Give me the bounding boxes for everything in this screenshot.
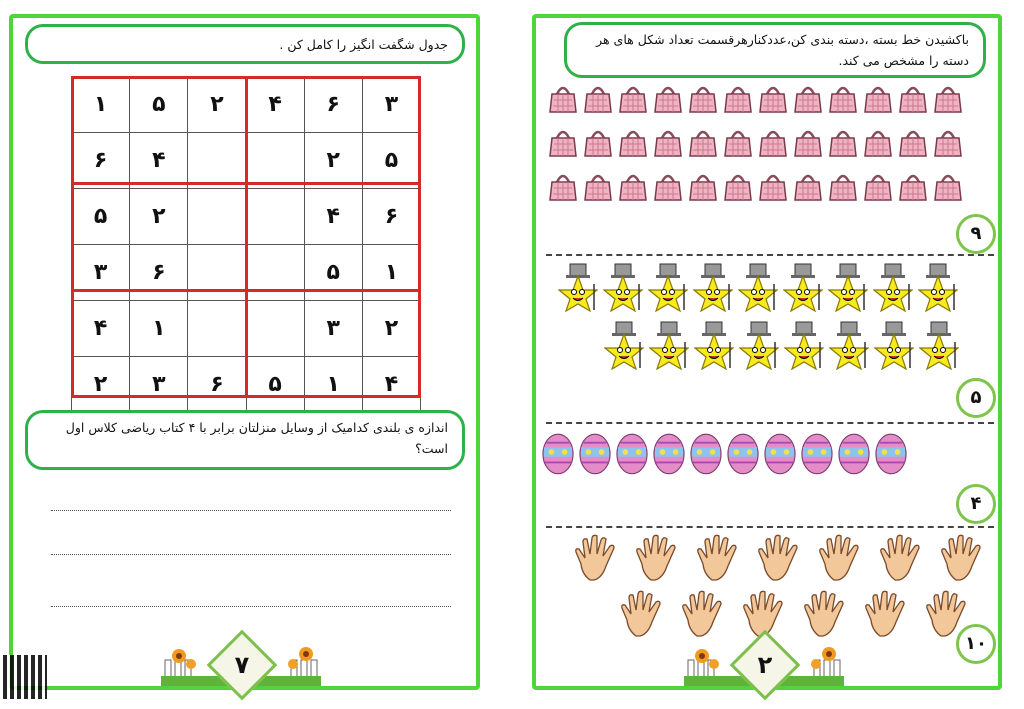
icon-row — [548, 170, 963, 206]
handbag-icon[interactable] — [898, 170, 928, 206]
grid-block-divider-horizontal — [71, 289, 421, 292]
grid-cell: ۳ — [72, 245, 130, 301]
handbag-icon[interactable] — [653, 126, 683, 162]
grid-cell: ۵ — [304, 245, 362, 301]
handbag-icon[interactable] — [723, 126, 753, 162]
hand-icon[interactable] — [862, 590, 918, 644]
count-circle: ۴ — [956, 484, 996, 524]
handbag-icon[interactable] — [828, 82, 858, 118]
instruction-bubble — [564, 22, 986, 78]
grid-cell-empty[interactable] — [246, 189, 304, 245]
grid-cell: ۶ — [362, 189, 420, 245]
handbag-icon[interactable] — [863, 170, 893, 206]
star-with-hat-icon[interactable] — [784, 320, 824, 374]
easter-egg-icon[interactable] — [875, 430, 907, 480]
handbag-icon[interactable] — [618, 126, 648, 162]
grid-cell: ۴ — [72, 301, 130, 357]
egg-section — [542, 430, 992, 490]
icon-row — [548, 126, 963, 162]
hand-icon[interactable] — [801, 590, 857, 644]
handbag-icon[interactable] — [793, 126, 823, 162]
grid-block-divider-horizontal — [71, 182, 421, 185]
handbag-icon[interactable] — [723, 82, 753, 118]
grid-cell: ۶ — [130, 245, 188, 301]
grid-cell: ۲ — [72, 357, 130, 413]
handbag-icon[interactable] — [828, 126, 858, 162]
grid-cell: ۶ — [304, 77, 362, 133]
grid-cell: ۱ — [72, 77, 130, 133]
handbag-icon[interactable] — [758, 170, 788, 206]
handbag-icon[interactable] — [758, 82, 788, 118]
grid-cell: ۲ — [188, 77, 246, 133]
star-with-hat-icon[interactable] — [739, 320, 779, 374]
grid-cell: ۵ — [130, 77, 188, 133]
grid-cell-empty[interactable] — [188, 245, 246, 301]
handbag-icon[interactable] — [688, 126, 718, 162]
handbag-icon[interactable] — [793, 170, 823, 206]
star-with-hat-icon[interactable] — [649, 320, 689, 374]
hand-section — [542, 534, 992, 644]
count-circle: ۹ — [956, 214, 996, 254]
easter-egg-icon[interactable] — [542, 430, 574, 480]
star-with-hat-icon[interactable] — [694, 320, 734, 374]
handbag-icon[interactable] — [548, 82, 578, 118]
star-with-hat-icon[interactable] — [828, 262, 868, 316]
grid-cell: ۵ — [246, 357, 304, 413]
grid-cell: ۱ — [304, 357, 362, 413]
star-with-hat-icon[interactable] — [918, 262, 958, 316]
handbag-icon[interactable] — [758, 126, 788, 162]
handbag-icon[interactable] — [898, 126, 928, 162]
handbag-icon[interactable] — [723, 170, 753, 206]
star-with-hat-icon[interactable] — [873, 262, 913, 316]
handbag-icon[interactable] — [933, 170, 963, 206]
hand-icon[interactable] — [694, 534, 750, 588]
answer-line[interactable] — [51, 554, 451, 555]
answer-line[interactable] — [51, 606, 451, 607]
grid-cell: ۴ — [304, 189, 362, 245]
count-circle: ۱۰ — [956, 624, 996, 664]
easter-egg-icon[interactable] — [616, 430, 648, 480]
page-number: ۲ — [757, 651, 773, 679]
star-with-hat-icon[interactable] — [693, 262, 733, 316]
question-bubble — [25, 410, 465, 470]
star-with-hat-icon[interactable] — [558, 262, 598, 316]
handbag-section — [548, 82, 998, 252]
question-text: اندازه ی بلندی کدامیک از وسایل منزلتان برابر با ۴ کتاب ریاضی کلاس اول است؟ — [65, 420, 448, 456]
handbag-icon[interactable] — [863, 82, 893, 118]
page-title: جدول شگفت انگیز را کامل کن . — [279, 37, 448, 52]
star-with-hat-icon[interactable] — [604, 320, 644, 374]
hand-icon[interactable] — [816, 534, 872, 588]
handbag-icon[interactable] — [653, 170, 683, 206]
grid-cell-empty[interactable] — [188, 189, 246, 245]
hand-icon[interactable] — [618, 590, 674, 644]
icon-row — [542, 430, 907, 480]
handbag-icon[interactable] — [618, 170, 648, 206]
hand-icon[interactable] — [755, 534, 811, 588]
handbag-icon[interactable] — [688, 82, 718, 118]
easter-egg-icon[interactable] — [838, 430, 870, 480]
hand-icon[interactable] — [572, 534, 628, 588]
easter-egg-icon[interactable] — [690, 430, 722, 480]
handbag-icon[interactable] — [863, 126, 893, 162]
title-bubble — [25, 24, 465, 64]
grid-cell: ۶ — [72, 133, 130, 189]
grid-cell-empty[interactable] — [188, 133, 246, 189]
grid-cell: ۴ — [362, 357, 420, 413]
easter-egg-icon[interactable] — [764, 430, 796, 480]
handbag-icon[interactable] — [898, 82, 928, 118]
handbag-icon[interactable] — [828, 170, 858, 206]
grid-cell: ۲ — [362, 301, 420, 357]
grid-cell-empty[interactable] — [246, 301, 304, 357]
grid-cell: ۳ — [304, 301, 362, 357]
star-with-hat-icon[interactable] — [648, 262, 688, 316]
handbag-icon[interactable] — [548, 126, 578, 162]
handbag-icon[interactable] — [793, 82, 823, 118]
hand-icon[interactable] — [679, 590, 735, 644]
icon-row — [558, 262, 958, 316]
icon-row — [618, 590, 979, 644]
star-with-hat-icon[interactable] — [783, 262, 823, 316]
star-with-hat-icon[interactable] — [919, 320, 959, 374]
easter-egg-icon[interactable] — [653, 430, 685, 480]
grid-cell-empty[interactable] — [246, 245, 304, 301]
left-worksheet-page — [9, 14, 480, 690]
easter-egg-icon[interactable] — [579, 430, 611, 480]
page-number: ۷ — [234, 651, 250, 679]
handbag-icon[interactable] — [688, 170, 718, 206]
star-with-hat-icon[interactable] — [874, 320, 914, 374]
grid-cell: ۶ — [188, 357, 246, 413]
grid-cell: ۴ — [246, 77, 304, 133]
grid-cell: ۵ — [362, 133, 420, 189]
grid-cell: ۲ — [130, 189, 188, 245]
grid-cell: ۳ — [362, 77, 420, 133]
instruction-text: باکشیدن خط بسته ،دسته بندی کن،عددکنارهرقسمت تعداد شکل های هر دسته را مشخص می کند. — [596, 32, 969, 68]
count-circle: ۵ — [956, 378, 996, 418]
grid-cell: ۳ — [130, 357, 188, 413]
grid-cell: ۱ — [362, 245, 420, 301]
handbag-icon[interactable] — [933, 126, 963, 162]
easter-egg-icon[interactable] — [801, 430, 833, 480]
star-with-hat-icon[interactable] — [829, 320, 869, 374]
grid-cell: ۲ — [304, 133, 362, 189]
right-worksheet-page — [532, 14, 1002, 690]
grid-cell-empty[interactable] — [246, 133, 304, 189]
handbag-icon[interactable] — [653, 82, 683, 118]
handbag-icon[interactable] — [583, 126, 613, 162]
star-with-hat-icon[interactable] — [738, 262, 778, 316]
grid-cell-empty[interactable] — [188, 301, 246, 357]
grid-cell: ۴ — [130, 133, 188, 189]
handbag-icon[interactable] — [548, 170, 578, 206]
star-section — [548, 262, 998, 382]
grid-cell: ۵ — [72, 189, 130, 245]
qr-code-icon[interactable] — [3, 655, 47, 699]
icon-row — [572, 534, 994, 588]
section-separator — [546, 526, 994, 528]
grid-cell: ۱ — [130, 301, 188, 357]
section-separator — [546, 254, 994, 256]
star-with-hat-icon[interactable] — [603, 262, 643, 316]
handbag-icon[interactable] — [583, 170, 613, 206]
handbag-icon[interactable] — [618, 82, 648, 118]
easter-egg-icon[interactable] — [727, 430, 759, 480]
section-separator — [546, 422, 994, 424]
icon-row — [548, 82, 963, 118]
hand-icon[interactable] — [633, 534, 689, 588]
handbag-icon[interactable] — [583, 82, 613, 118]
icon-row — [604, 320, 959, 374]
hand-icon[interactable] — [938, 534, 994, 588]
grid-block-divider-vertical — [245, 76, 248, 398]
handbag-icon[interactable] — [933, 82, 963, 118]
answer-line[interactable] — [51, 510, 451, 511]
hand-icon[interactable] — [877, 534, 933, 588]
